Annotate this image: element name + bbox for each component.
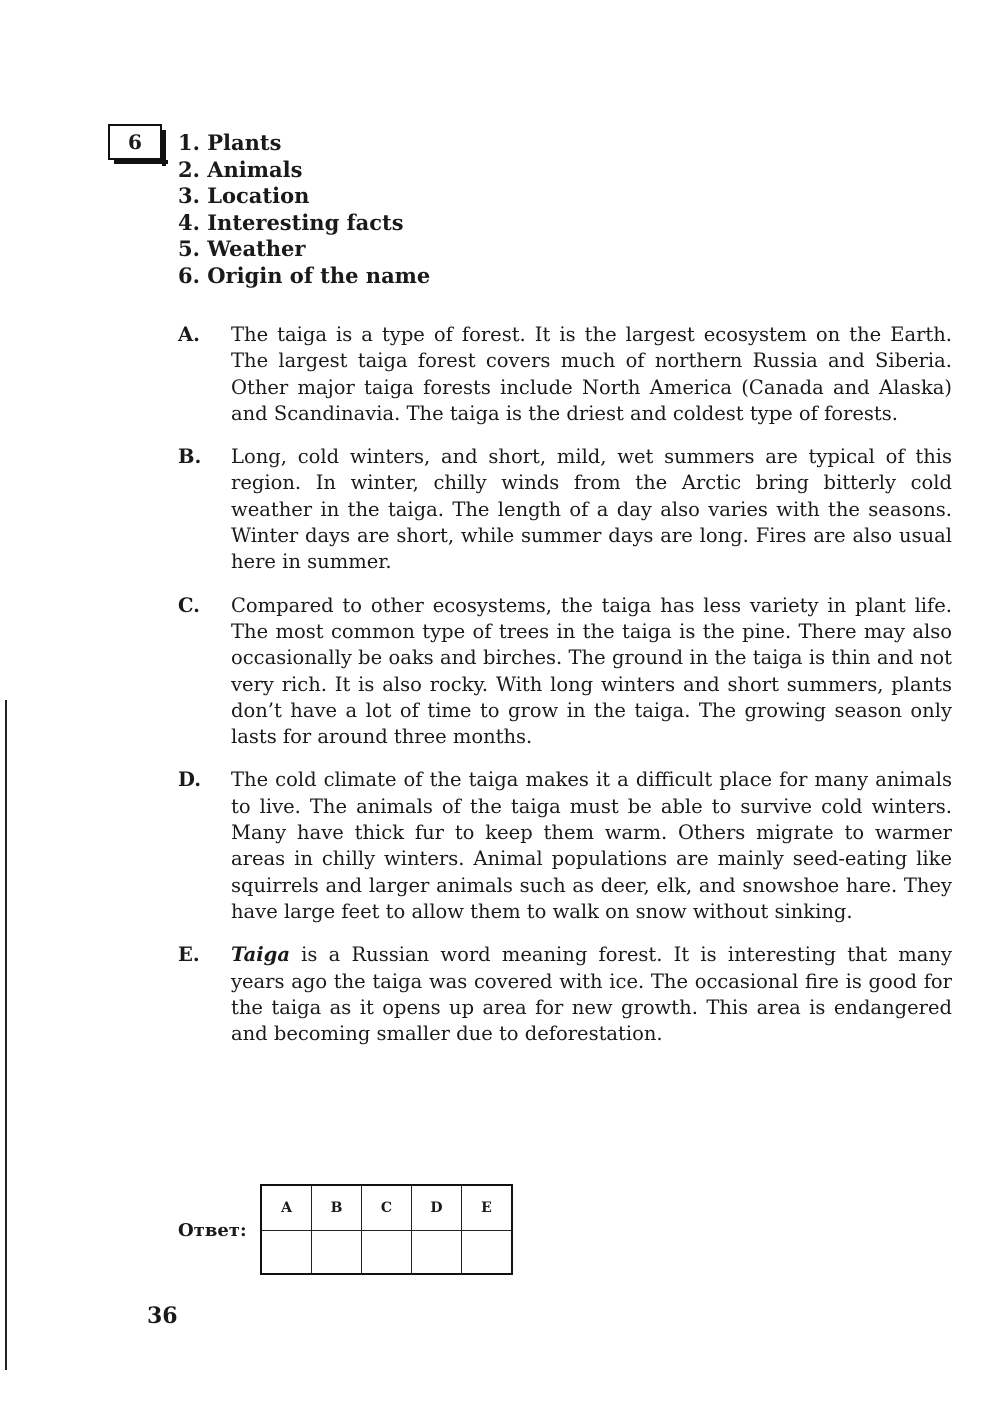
headings-list — [178, 130, 430, 289]
answer-column-header: E — [462, 1185, 513, 1231]
paragraph-d — [178, 767, 952, 925]
answer-table — [260, 1184, 513, 1275]
answer-cell-d[interactable] — [412, 1231, 462, 1275]
paragraph-letter: C. — [178, 593, 200, 617]
paragraph-text: Long, cold winters, and short, mild, wet summers are typical of this region. In winter, chilly winds from the Arctic bring bitterly cold weather in the taiga. The length of a day also varies with the seasons. Winter days are short, while summer days are long. Fires are also usual here in summer. — [231, 445, 952, 574]
answer-column-header: B — [312, 1185, 362, 1231]
heading-item: 5. Weather — [178, 236, 306, 261]
answer-cell-c[interactable] — [362, 1231, 412, 1275]
paragraph-italic-word: Taiga — [231, 943, 290, 967]
paragraph-letter: A. — [178, 323, 200, 346]
margin-line — [5, 700, 7, 1370]
paragraph-text-rest: is a Russian word meaning forest. It is interesting that many years ago the taiga was covered with ice. The occasional fire is good for the taiga as it opens up area for new growth. This area is endangered and becoming smaller due to deforestation. — [231, 943, 952, 1046]
heading-item: 6. Origin of the name — [178, 262, 431, 288]
paragraph-c — [178, 593, 952, 751]
paragraph-letter: E. — [178, 943, 200, 967]
paragraph-e — [178, 942, 952, 1047]
heading-item: 1. Plants — [178, 130, 282, 155]
answer-cell-e[interactable] — [462, 1231, 513, 1275]
paragraph-text: The taiga is a type of forest. It is the largest ecosystem on the Earth. The largest taiga forest covers much of northern Russia and Siberia. Other major taiga forests include North America (Canada and Alaska) and Scandinavia. The taiga is the driest and coldest type of forests. — [231, 323, 952, 425]
paragraph-text — [231, 942, 952, 1047]
answer-column-header: D — [412, 1185, 462, 1231]
paragraph-text: The cold climate of the taiga makes it a difficult place for many animals to live. The animals of the taiga must be able to survive cold winters. Many have thick fur to keep them warm. Others migrate to warmer areas in chilly winters. Animal populations are mainly seed-eating like squirrels and larger animals such as deer, elk, and snowshoe hare. They have large feet to allow them to walk on snow without sinking. — [231, 768, 952, 923]
paragraph-letter: B. — [178, 445, 202, 469]
answer-column-header: C — [362, 1185, 412, 1231]
paragraphs — [178, 322, 952, 1064]
answer-label: Ответ: — [178, 1220, 247, 1241]
paragraph-letter: D. — [178, 768, 202, 792]
paragraph-text: Compared to other ecosystems, the taiga has less variety in plant life. The most common type of trees in the taiga is the pine. There may also occasionally be oaks and birches. The ground in the taiga is thin and not very rich. It is also rocky. With long winters and short summers, plants don’t have a lot of time to grow in the taiga. The growing season only lasts for around three months. — [231, 593, 952, 749]
answer-cell-a[interactable] — [261, 1231, 312, 1275]
heading-item: 3. Location — [178, 183, 310, 208]
page-number: 36 — [147, 1303, 178, 1329]
task-number: 6 — [128, 130, 142, 154]
answer-column-header: A — [261, 1185, 312, 1231]
task-number-box — [108, 124, 162, 160]
heading-item: 2. Animals — [178, 156, 303, 182]
heading-item: 4. Interesting facts — [178, 209, 404, 235]
paragraph-a — [178, 322, 952, 427]
paragraph-b — [178, 444, 952, 575]
answer-cell-b[interactable] — [312, 1231, 362, 1275]
